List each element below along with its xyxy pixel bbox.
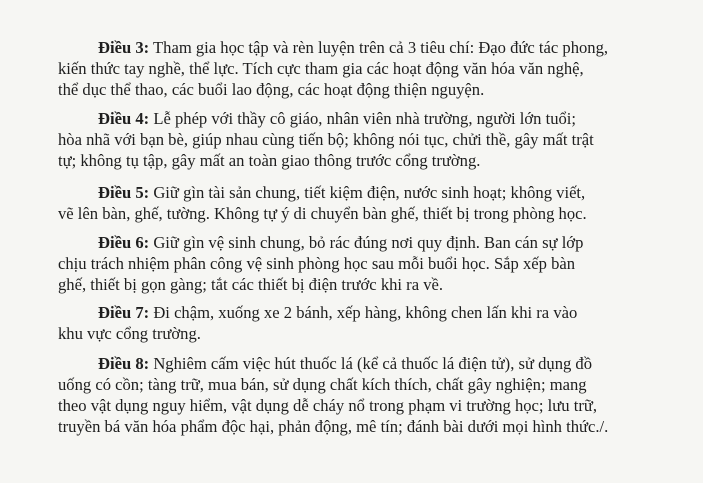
article-line: chịu trách nhiệm phân công vệ sinh phòng học sau mỗi buổi học. Sắp xếp bàn [58,254,576,273]
article-7 [58,302,678,344]
article-text: Giữ gìn vệ sinh chung, bỏ rác đúng nơi quy định. Ban cán sự lớp [153,233,584,252]
article-line: ghế, thiết bị gọn gàng; tắt các thiết bị điện trước khi ra về. [58,275,444,294]
article-line: theo vật dụng nguy hiểm, vật dụng dễ cháy nổ trong phạm vi trường học; lưu trữ, [58,396,598,415]
article-label: Điều 4: [98,109,150,128]
article-label: Điều 7: [98,303,150,322]
article-line [58,302,678,323]
article-line: thể dục thể thao, các buổi lao động, các hoạt động thiện nguyện. [58,80,485,99]
article-line: truyền bá văn hóa phẩm độc hại, phản động, mê tín; đánh bài dưới mọi hình thức./. [58,417,609,436]
article-line [58,232,678,253]
article-line: tự; không tụ tập, gây mất an toàn giao thông trước cổng trường. [58,151,481,170]
article-label: Điều 3: [98,38,150,57]
article-line: uống có cồn; tàng trữ, mua bán, sử dụng chất kích thích, chất gây nghiện; mang [58,375,587,394]
article-line [58,353,678,374]
article-line: vẽ lên bàn, ghế, tường. Không tự ý di chuyển bàn ghế, thiết bị trong phòng học. [58,204,587,223]
article-4 [58,108,678,171]
article-line: kiến thức tay nghề, thể lực. Tích cực tham gia các hoạt động văn hóa văn nghệ, [58,59,584,78]
article-line [58,182,678,203]
article-line: khu vực cổng trường. [58,324,201,343]
article-text: Giữ gìn tài sản chung, tiết kiệm điện, nước sinh hoạt; không viết, [153,183,586,202]
article-label: Điều 8: [98,354,150,373]
article-6 [58,232,678,295]
article-5 [58,182,678,224]
article-line [58,108,678,129]
article-3 [58,37,678,100]
article-line [58,37,678,58]
article-8 [58,353,678,437]
article-text: Đi chậm, xuống xe 2 bánh, xếp hàng, không chen lấn khi ra vào [153,303,578,322]
article-text: Nghiêm cấm việc hút thuốc lá (kể cả thuốc lá điện tử), sử dụng đồ [153,354,593,373]
article-text: Lễ phép với thầy cô giáo, nhân viên nhà trường, người lớn tuổi; [153,109,577,128]
article-label: Điều 6: [98,233,150,252]
article-text: Tham gia học tập và rèn luyện trên cả 3 tiêu chí: Đạo đức tác phong, [153,38,609,57]
article-label: Điều 5: [98,183,150,202]
article-line: hòa nhã với bạn bè, giúp nhau cùng tiến bộ; không nói tục, chửi thề, gây mất trật [58,130,594,149]
